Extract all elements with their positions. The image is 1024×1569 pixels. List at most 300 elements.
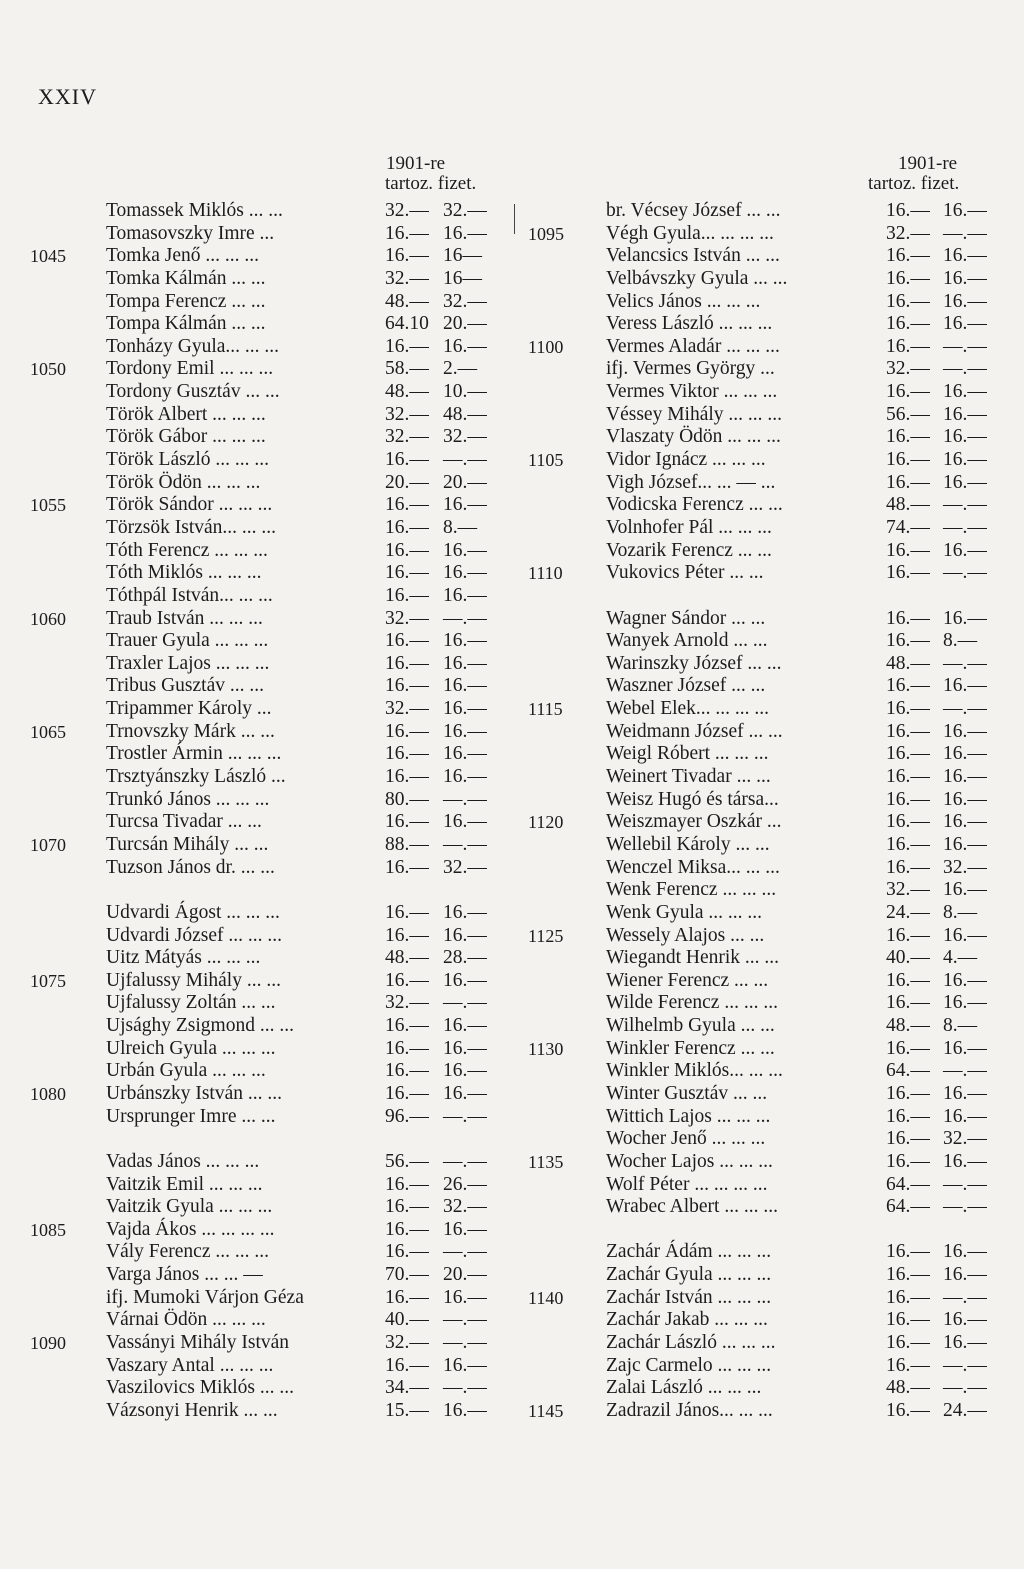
member-name: Winkler Ferencz ... ... [606,1037,775,1059]
member-name: Weinert Tivadar ... ... [606,766,771,788]
paid-amount: 32.— [443,1196,487,1218]
member-name: Wellebil Károly ... ... [606,833,770,855]
member-name: Zachár László ... ... ... [606,1332,776,1354]
paid-amount: 16.— [943,245,987,267]
paid-amount: 4.— [943,947,978,969]
member-name: Varga János ... ... — [106,1264,263,1286]
list-item [30,245,510,268]
member-name: Tordony Gusztáv ... ... [106,381,280,403]
paid-amount: 16.— [443,924,487,946]
paid-amount: —.— [943,1173,987,1195]
paid-amount: —.— [943,698,987,720]
due-amount: 16.— [385,1082,429,1104]
list-item [30,789,510,812]
list-item [528,268,1008,291]
due-amount: 16.— [886,290,930,312]
member-number: 1110 [528,563,563,584]
member-name: Tomasovszky Imre ... [106,222,275,244]
member-name: Tóth Miklós ... ... ... [106,562,262,584]
paid-amount: 20.— [443,313,487,335]
due-amount: 16.— [385,630,429,652]
member-name: Wrabec Albert ... ... ... [606,1196,778,1218]
due-amount: 16.— [886,426,930,448]
member-name: Vadas János ... ... ... [106,1150,260,1172]
right-column [528,152,1008,1423]
due-amount: 16.— [385,1037,429,1059]
member-name: Velbávszky Gyula ... ... [606,267,788,289]
due-amount: 40.— [886,947,930,969]
list-item [528,585,1008,608]
paid-amount: 16.— [943,449,987,471]
list-item [30,585,510,608]
due-amount: 16.— [886,1354,930,1376]
due-amount: 32.— [385,1332,429,1354]
list-item [528,902,1008,925]
paid-amount: 8.— [443,516,478,538]
member-number: 1065 [30,721,66,742]
paid-amount: 16.— [943,539,987,561]
list-item [528,1174,1008,1197]
paid-amount: 32.— [443,426,487,448]
paid-amount: 16.— [443,335,487,357]
list-item [30,743,510,766]
member-name: Waszner József ... ... [606,675,766,697]
due-amount: 16.— [886,245,930,267]
paid-amount: 16.— [443,1015,487,1037]
member-name: Veress László ... ... ... [606,313,773,335]
due-amount: 16.— [385,856,429,878]
paid-amount: 16.— [443,1218,487,1240]
paid-amount: 16.— [443,1354,487,1376]
member-name: Tripammer Károly ... [106,698,272,720]
list-item [528,1106,1008,1129]
list-item [528,1196,1008,1219]
member-name: Vlaszaty Ödön ... ... ... [606,426,781,448]
due-amount: 32.— [385,698,429,720]
member-name: Zajc Carmelo ... ... ... [606,1354,772,1376]
paid-amount: 16.— [943,200,987,221]
list-item [30,879,510,902]
due-amount: 74.— [886,516,930,538]
due-amount: 32.— [385,992,429,1014]
paid-amount: 16.— [443,584,487,606]
paid-amount: 16.— [443,1399,487,1421]
due-amount: 16.— [886,992,930,1014]
paid-amount: —.— [443,1309,487,1331]
member-name: br. Vécsey József ... ... [606,200,781,221]
member-name: Ulreich Gyula ... ... ... [106,1037,276,1059]
member-name: ifj. Mumoki Várjon Géza [106,1286,304,1308]
list-item [528,223,1008,246]
list-item [528,540,1008,563]
paid-amount: 16.— [443,698,487,720]
list-item [528,1083,1008,1106]
paid-amount: 16.— [443,652,487,674]
list-item [528,721,1008,744]
paid-amount: 16.— [943,969,987,991]
due-amount: 32.— [385,200,429,221]
list-item [30,1106,510,1129]
list-item [528,970,1008,993]
paid-amount: 16.— [943,1264,987,1286]
paid-amount: 16.— [943,426,987,448]
paid-amount: 48.— [443,403,487,425]
due-amount: 15.— [385,1399,429,1421]
member-number: 1115 [528,699,563,720]
paid-amount: 16.— [943,1332,987,1354]
list-item [30,562,510,585]
list-item [30,698,510,721]
list-item [30,675,510,698]
due-amount: 64.10 [385,313,429,335]
member-name: Török Ödön ... ... ... [106,471,261,493]
paid-amount: 16.— [943,788,987,810]
member-name: Tribus Gusztáv ... ... [106,675,264,697]
list-item [30,1332,510,1355]
paid-amount: 32.— [443,290,487,312]
paid-amount: 16.— [943,879,987,901]
list-item [528,698,1008,721]
list-item [528,472,1008,495]
member-name: Vodicska Ferencz ... ... [606,494,783,516]
member-name: Tuzson János dr. ... ... [106,856,275,878]
paid-amount: 16.— [943,1105,987,1127]
list-item [528,358,1008,381]
paid-amount: 16.— [943,1309,987,1331]
list-item [30,1151,510,1174]
member-name: Vermes Aladár ... ... ... [606,335,780,357]
paid-amount: 16.— [443,720,487,742]
paid-amount: 16.— [443,539,487,561]
paid-amount: —.— [943,562,987,584]
list-item [528,517,1008,540]
due-amount: 16.— [385,901,429,923]
right-column-header [528,152,1008,200]
due-amount: 16.— [886,630,930,652]
paid-amount: 32.— [943,856,987,878]
due-amount: 16.— [385,1241,429,1263]
paid-amount: 16.— [443,743,487,765]
member-name: Tompa Kálmán ... ... [106,313,266,335]
list-item [528,653,1008,676]
list-item [30,1377,510,1400]
member-name: Winter Gusztáv ... ... [606,1082,768,1104]
member-name: Trsztyánszky László ... [106,766,286,788]
due-amount: 16.— [886,833,930,855]
due-amount: 16.— [886,969,930,991]
paid-amount: 16.— [943,924,987,946]
due-amount: 16.— [886,1264,930,1286]
due-amount: 96.— [385,1105,429,1127]
member-name: Vermes Viktor ... ... ... [606,381,778,403]
paid-amount: 24.— [943,1399,987,1421]
paid-amount: 16.— [943,403,987,425]
due-amount: 64.— [886,1060,930,1082]
member-number: 1075 [30,970,66,991]
due-amount: 16.— [886,675,930,697]
list-item [528,879,1008,902]
member-name: Wilhelmb Gyula ... ... [606,1015,775,1037]
member-name: Uitz Mátyás ... ... ... [106,947,261,969]
due-amount: 16.— [886,1309,930,1331]
paid-amount: —.— [443,992,487,1014]
list-item [30,1015,510,1038]
list-item [528,834,1008,857]
list-item [528,1332,1008,1355]
paid-amount: 2.— [443,358,478,380]
due-amount: 56.— [385,1150,429,1172]
list-item [528,200,1008,223]
member-number: 1085 [30,1219,66,1240]
list-item [30,540,510,563]
list-item [30,426,510,449]
list-item [30,358,510,381]
paid-amount: 16— [443,267,482,289]
list-item [528,494,1008,517]
paid-amount: 32.— [443,200,487,221]
member-name: Wocher Lajos ... ... ... [606,1150,773,1172]
list-item [528,811,1008,834]
member-name: Zalai László ... ... ... [606,1377,762,1399]
due-amount: 16.— [385,1354,429,1376]
due-amount: 16.— [385,1015,429,1037]
list-item [30,608,510,631]
list-item [528,857,1008,880]
due-amount: 16.— [886,539,930,561]
paid-amount: 28.— [443,947,487,969]
due-amount: 70.— [385,1264,429,1286]
paid-amount: 16.— [943,267,987,289]
member-name: Vaszilovics Miklós ... ... [106,1377,294,1399]
list-item [30,223,510,246]
due-amount: 16.— [886,449,930,471]
list-item [528,245,1008,268]
due-amount: 16.— [385,584,429,606]
paid-amount: —.— [943,1377,987,1399]
list-item [528,925,1008,948]
due-amount: 48.— [385,290,429,312]
paid-amount: 16.— [443,901,487,923]
member-name: Vaitzik Emil ... ... ... [106,1173,263,1195]
member-name: Tonházy Gyula... ... ... [106,335,280,357]
due-amount: 16.— [385,539,429,561]
left-column-header [30,152,510,200]
due-amount: 16.— [385,245,429,267]
list-item [30,925,510,948]
due-amount: 88.— [385,833,429,855]
due-amount: 16.— [385,1060,429,1082]
member-name: Wagner Sándor ... ... [606,607,766,629]
due-amount: 16.— [385,811,429,833]
due-amount: 16.— [385,1173,429,1195]
due-amount: 48.— [886,494,930,516]
right-rows [528,200,1008,1423]
member-name: Török Albert ... ... ... [106,403,266,425]
list-item [528,336,1008,359]
paid-amount: —.— [943,494,987,516]
member-name: Weisz Hugó és társa... [606,788,779,810]
member-name: Zachár Gyula ... ... ... [606,1264,772,1286]
due-amount: 40.— [385,1309,429,1331]
due-amount: 16.— [385,924,429,946]
list-item [30,517,510,540]
list-item [30,494,510,517]
header-labels: tartoz. fizet. [868,173,960,194]
due-amount: 16.— [385,335,429,357]
list-item [528,1219,1008,1242]
list-item [528,630,1008,653]
due-amount: 58.— [385,358,429,380]
paid-amount: 16.— [943,1037,987,1059]
due-amount: 16.— [385,652,429,674]
paid-amount: —.— [943,516,987,538]
paid-amount: —.— [943,1060,987,1082]
paid-amount: —.— [943,222,987,244]
list-item [528,1015,1008,1038]
member-name: Zadrazil János... ... ... [606,1399,773,1421]
due-amount: 32.— [385,267,429,289]
list-item [30,381,510,404]
due-amount: 56.— [886,403,930,425]
member-name: Török Gábor ... ... ... [106,426,266,448]
member-name: Ursprunger Imre ... ... [106,1105,276,1127]
member-name: Turcsán Mihály ... ... [106,833,269,855]
header-year: 1901-re [898,153,958,174]
list-item [528,1151,1008,1174]
member-name: Törzsök István... ... ... [106,516,277,538]
member-name: Tomka Kálmán ... ... [106,267,266,289]
list-item [30,404,510,427]
due-amount: 16.— [886,1150,930,1172]
paid-amount: 16.— [943,675,987,697]
paid-amount: 16.— [943,290,987,312]
due-amount: 16.— [385,766,429,788]
member-name: Webel Elek... ... ... ... [606,698,770,720]
left-rows [30,200,510,1423]
list-item [30,1400,510,1423]
member-name: Vukovics Péter ... ... [606,562,764,584]
member-name: Weigl Róbert ... ... ... [606,743,769,765]
due-amount: 16.— [385,562,429,584]
member-name: Traub István ... ... ... [106,607,263,629]
page-number: XXIV [38,84,97,109]
paid-amount: 16.— [943,766,987,788]
member-name: Wessely Alajos ... ... [606,924,765,946]
due-amount: 16.— [886,1105,930,1127]
paid-amount: 16.— [443,494,487,516]
member-name: Vajda Ákos ... ... ... ... [106,1218,275,1240]
due-amount: 64.— [886,1173,930,1195]
member-name: Traxler Lajos ... ... ... [106,652,270,674]
due-amount: 16.— [886,1037,930,1059]
member-name: Vassányi Mihály István [106,1332,290,1354]
paid-amount: —.— [943,335,987,357]
due-amount: 34.— [385,1377,429,1399]
due-amount: 64.— [886,1196,930,1218]
list-item [30,1309,510,1332]
due-amount: 16.— [886,335,930,357]
list-item [528,1287,1008,1310]
list-item [30,449,510,472]
member-name: Tompa Ferencz ... ... [106,290,266,312]
member-name: Végh Gyula... ... ... ... [606,222,774,244]
member-name: Wenczel Miksa... ... ... [606,856,780,878]
list-item [30,1355,510,1378]
list-item [30,766,510,789]
paid-amount: —.— [443,833,487,855]
member-name: Török László ... ... ... [106,449,270,471]
paid-amount: 16.— [443,766,487,788]
list-item [30,268,510,291]
due-amount: 16.— [886,720,930,742]
paid-amount: 16.— [443,969,487,991]
list-item [30,200,510,223]
paid-amount: —.— [443,1241,487,1263]
member-number: 1045 [30,246,66,267]
list-item [30,811,510,834]
list-item [528,381,1008,404]
paid-amount: 16.— [443,1037,487,1059]
list-item [528,1241,1008,1264]
due-amount: 16.— [385,222,429,244]
member-name: Wolf Péter ... ... ... ... [606,1173,768,1195]
member-name: Wittich Lajos ... ... ... [606,1105,771,1127]
list-item [528,291,1008,314]
list-item [30,1083,510,1106]
list-item [30,834,510,857]
list-item [30,336,510,359]
due-amount: 16.— [886,743,930,765]
due-amount: 16.— [385,720,429,742]
list-item [30,992,510,1015]
member-name: Volnhofer Pál ... ... ... [606,516,772,538]
list-item [528,789,1008,812]
member-name: Wenk Ferencz ... ... ... [606,879,777,901]
paid-amount: 8.— [943,630,978,652]
due-amount: 48.— [385,381,429,403]
list-item [528,992,1008,1015]
member-name: Weiszmayer Oszkár ... [606,811,782,833]
list-item [30,1264,510,1287]
list-item [30,1174,510,1197]
member-name: Wocher Jenő ... ... ... [606,1128,766,1150]
member-name: Wiegandt Henrik ... ... [606,947,780,969]
paid-amount: —.— [943,652,987,674]
paid-amount: 16.— [943,313,987,335]
due-amount: 32.— [886,879,930,901]
list-item [30,902,510,925]
list-item [30,857,510,880]
list-item [30,630,510,653]
list-item [528,1128,1008,1151]
member-name: Vaitzik Gyula ... ... ... [106,1196,273,1218]
due-amount: 48.— [886,1015,930,1037]
paid-amount: —.— [443,788,487,810]
due-amount: 16.— [385,675,429,697]
member-name: Török Sándor ... ... ... [106,494,273,516]
member-name: Velancsics István ... ... [606,245,780,267]
member-number: 1145 [528,1400,564,1421]
list-item [30,1241,510,1264]
paid-amount: 16.— [443,811,487,833]
due-amount: 16.— [886,607,930,629]
paid-amount: 20.— [443,1264,487,1286]
member-number: 1055 [30,495,66,516]
paid-amount: 16.— [443,222,487,244]
member-name: Wanyek Arnold ... ... [606,630,768,652]
member-number: 1095 [528,223,564,244]
member-name: Velics János ... ... ... [606,290,761,312]
